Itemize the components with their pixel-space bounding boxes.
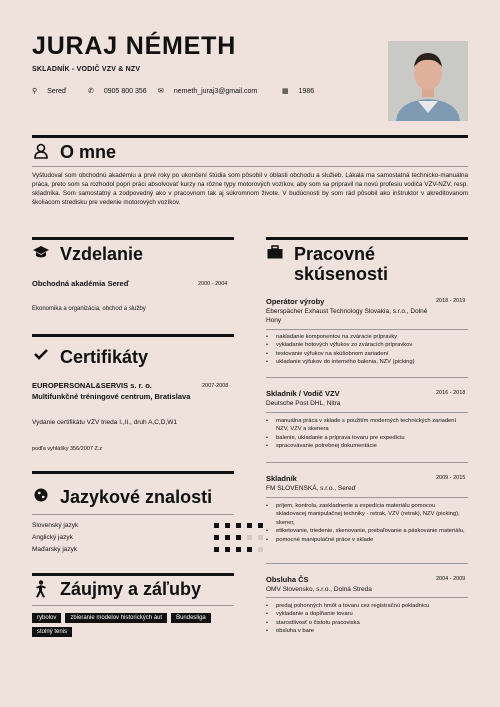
job-title: Skladník / Vodič VZV (266, 389, 340, 398)
hobby-tags (32, 613, 232, 637)
job-company: OMV Slovensko, s.r.o., Dolná Streda (266, 586, 372, 593)
job-bullet: • vykladanie a dopĺňanie tovaru (266, 610, 466, 618)
hobbies-heading (32, 580, 201, 600)
job-divider (266, 497, 468, 498)
job-company: Eberspächer Exhaust Technology Slovakia, s.r.o., Dolné Hony (266, 308, 428, 325)
contact-email (158, 87, 257, 95)
header-divider (32, 135, 468, 138)
job-company: Deutsche Post DHL, Nitra (266, 400, 341, 407)
job-divider (266, 597, 468, 598)
hobby-tag: rybolov (32, 613, 61, 623)
birth-year-text: 1986 (298, 87, 315, 95)
profile-photo (388, 41, 468, 121)
education-dates: 2000 - 2004 (198, 281, 228, 287)
job-bullet: • predaj pohonných hmôt a tovaru cez registračnú pokladnicu (266, 602, 466, 610)
location-icon: ⚲ (32, 88, 38, 95)
runner-icon (32, 580, 50, 598)
hobbies-rule (32, 573, 234, 576)
about-divider (32, 166, 468, 167)
certificate-org: EUROPERSONAL&SERVIS s. r. o. Multifunkčné tréningové centrum, Bratislava (32, 381, 191, 401)
job-separator (266, 377, 468, 378)
language-row-slovak (32, 519, 234, 531)
certificates-heading (32, 348, 148, 368)
job-bullet: • obsluha v bare (266, 627, 466, 635)
job-title: Obsluha ČS (266, 575, 309, 584)
hobby-tag: zbieranie modelov historických áut (65, 613, 167, 623)
globe-icon (32, 488, 50, 502)
location-text: Sereď (47, 87, 67, 95)
certificates-title: Certifikáty (60, 347, 149, 367)
certificate-note: podľa vyhlášky 356/2007 Z.z (32, 446, 103, 452)
hobby-tag: stolný tenis (32, 627, 72, 637)
language-row-hungarian (32, 543, 234, 555)
language-level (214, 523, 263, 528)
job-bullet: • pomocné manipulačné práce v sklade (266, 536, 466, 544)
job-bullet: • ukladanie výfukov do interného balenia, NZV (picking) (266, 358, 468, 366)
job-bullet: • balenie, ukladanie a príprava tovaru pre expedíciu (266, 434, 466, 442)
email-text: nemeth_juraj3@gmail.com (173, 87, 258, 95)
languages-rule (32, 471, 234, 474)
job-dates: 2004 - 2009 (436, 576, 466, 582)
job-dates: 2018 - 2019 (436, 298, 466, 304)
job-bullet: • starostlivosť o čistotu pracoviska (266, 619, 466, 627)
calendar-icon: ▦ (282, 88, 289, 95)
job-bullet: • manuálna práca v sklade s použitím moderných technických zariadení NZV, VZV a skenera (266, 417, 466, 434)
candidate-name: JURAJ NÉMETH (32, 32, 237, 60)
job-bullets (266, 602, 466, 636)
graduation-cap-icon (32, 245, 50, 259)
certificate-desc: Vydanie certifikátu VZV trieda I.,II., druh A,C,D,W1 (32, 419, 177, 426)
education-heading (32, 245, 143, 265)
experience-rule (266, 237, 468, 240)
hobbies-divider (32, 605, 234, 606)
job-bullet: • nakladanie komponentov na zváracie prípravky (266, 333, 468, 341)
language-name: Slovenský jazyk (32, 521, 79, 529)
language-list (32, 519, 234, 555)
experience-heading (266, 245, 468, 285)
job-bullets (266, 333, 468, 367)
job-bullet: • spracovávanie potrebnej dokumentácie (266, 442, 466, 450)
language-row-english (32, 531, 234, 543)
about-heading (32, 143, 116, 163)
language-level (214, 547, 263, 552)
hobby-tag: Bundesliga (171, 613, 211, 623)
job-divider (266, 329, 468, 330)
education-field: Ekonomika a organizácia, obchod a služby (32, 306, 146, 312)
person-icon (32, 143, 50, 159)
about-text: Vyštudoval som obchodnú akadémiu a prvé roky po ukončení štúdia som pôsobil v oblasti obchodu a služieb. Lákala ma samostatná technicko-manuálna práca, preto som sa rozhodol popri práci absolvovať kurzy na rôzne typy motorových vozíkov, aby som sa pripravil na novú profesiu vodiča VZV-NZV, resp. skladníka. Som samostatný a zodpovedný ako v pracovnom tak aj súkromnom živote. V budúcnosti by som rád pôsobil ako inštruktor v akreditovanom školiacom stredisku pre vedenie motorových vozíkov. (32, 172, 468, 207)
phone-icon: ✆ (88, 88, 94, 95)
job-divider (266, 412, 468, 413)
job-bullets (266, 417, 466, 451)
job-bullet: • etiketovanie, triedenie, skenovanie, prebaľovanie a páskovanie materiálu, (266, 527, 466, 535)
certificates-rule (32, 334, 234, 337)
languages-divider (32, 514, 234, 515)
languages-heading (32, 488, 212, 508)
job-company: FM SLOVENSKÁ, s.r.o., Sereď (266, 485, 356, 492)
job-separator (266, 563, 468, 564)
education-rule (32, 237, 234, 240)
about-title: O mne (60, 142, 117, 162)
hobbies-title: Záujmy a záľuby (60, 579, 201, 599)
job-title: Skladník (266, 474, 297, 483)
school-name: Obchodná akadémia Sereď (32, 279, 130, 288)
language-name: Maďarský jazyk (32, 545, 78, 553)
job-subtitle: SKLADNÍK - VODIČ VZV & NZV (32, 66, 141, 73)
job-bullet: • príjem, kontrola, zaskladnenie a expedícia materiálu pomocou skladovacej manipulačnej techniky - retrak, VZV (retrak), NZV (picking), skener, (266, 502, 466, 527)
briefcase-icon (266, 245, 284, 259)
education-title: Vzdelanie (60, 244, 144, 264)
certificate-dates: 2007-2008 (202, 383, 229, 389)
job-dates: 2009 - 2015 (436, 475, 466, 481)
checkmark-icon (32, 348, 50, 360)
contact-location (32, 87, 66, 95)
contact-phone (88, 87, 147, 95)
experience-title: Pracovné skúsenosti (294, 244, 389, 284)
email-icon: ✉ (158, 88, 164, 95)
phone-text: 0905 800 356 (103, 87, 147, 95)
job-title: Operátor výroby (266, 297, 325, 306)
job-dates: 2016 - 2018 (436, 390, 466, 396)
language-name: Anglický jazyk (32, 533, 73, 541)
job-bullets (266, 502, 466, 544)
job-separator (266, 462, 468, 463)
language-level (214, 535, 263, 540)
job-bullet: • vykladanie hotových výfukov zo zváracích prípravkov (266, 341, 468, 349)
job-bullet: • testovanie výfukov na skúšobnom zariadení (266, 350, 468, 358)
languages-title: Jazykové znalosti (60, 487, 213, 507)
contact-birth-year (282, 87, 314, 95)
